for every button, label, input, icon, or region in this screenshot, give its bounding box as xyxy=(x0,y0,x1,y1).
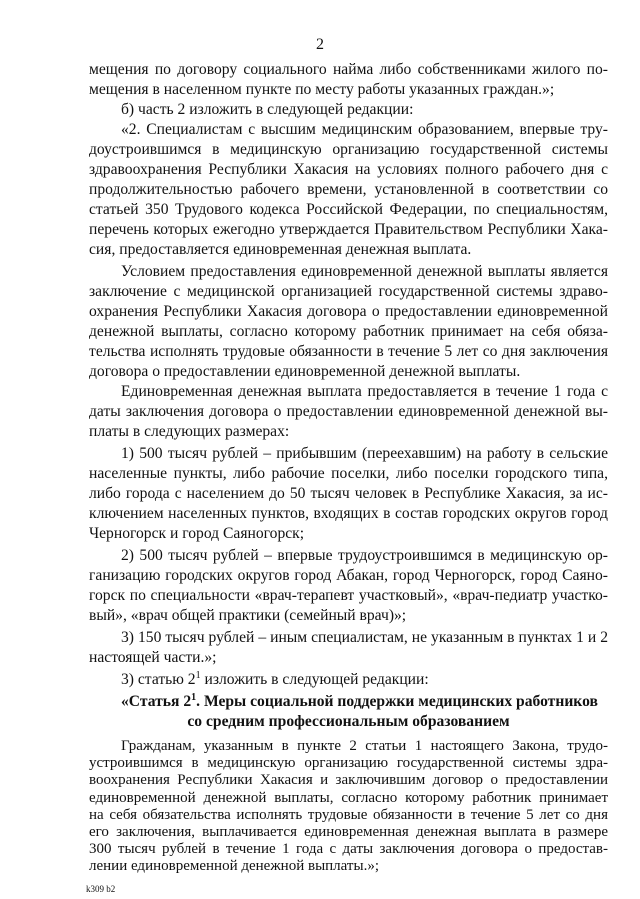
text-line: сия, предоставляется единовременная денежная выплата. xyxy=(89,241,472,258)
text-line: охранения Республики Хакасия договора о предоставлении единовременной xyxy=(89,303,608,320)
text-line: продолжительностью рабочего времени, установленной в соответствии со xyxy=(89,181,608,198)
text-line: 300 тысяч рублей в течение 1 года с даты заключения договора о предостав- xyxy=(89,841,608,858)
text-line: 3) 150 тысяч рублей – иным специалистам, не указанным в пунктах 1 и 2 xyxy=(121,629,608,646)
text-line: Единовременная денежная выплата предоставляется в течение 1 года с xyxy=(121,383,608,400)
text-line: доустроившимся в медицинскую организацию государственной системы xyxy=(89,141,608,158)
text-line: статьей 350 Трудового кодекса Российской Федерации, по специальностям, xyxy=(89,201,608,218)
text-line: «2. Специалистам с высшим медицинским образованием, впервые тру- xyxy=(121,121,608,138)
text-line: б) часть 2 изложить в следующей редакции: xyxy=(121,101,414,118)
text-line: ганизацию городских округов город Абакан, город Черногорск, город Саяно- xyxy=(89,567,608,584)
text-line: Гражданам, указанным в пункте 2 статьи 1 настоящего Закона, трудо- xyxy=(121,738,608,754)
text-fragment: 3) статью 2 xyxy=(121,671,196,688)
text-line: населенные пункты, либо рабочие поселки, либо поселки городского типа, xyxy=(89,465,608,482)
text-line: либо города с населением до 50 тысяч человек в Республике Хакасия, за ис- xyxy=(89,485,608,502)
text-line: 2) 500 тысяч рублей – впервые трудоустроившимся в медицинскую ор- xyxy=(121,547,608,564)
text-line: на себя обязательства исполнять трудовые обязанности в течение 5 лет со дня xyxy=(89,806,608,823)
text-line: мещения по договору социального найма либо собственниками жилого по- xyxy=(89,61,608,78)
text-fragment: изложить в следующей редакции: xyxy=(200,671,429,688)
text-line: мещения в населенном пункте по месту работы указанных граждан.»; xyxy=(89,81,555,98)
text-line: заключение с медицинской организацией государственной системы здраво- xyxy=(89,283,608,300)
page-number: 2 xyxy=(316,36,324,53)
text-line: перечень которых ежегодно утверждается Правительством Республики Хака- xyxy=(89,221,608,238)
superscript: 1 xyxy=(195,669,201,681)
text-line: лении единовременной денежной выплаты.»; xyxy=(89,858,379,875)
article-heading-line-2: со средним профессиональным образованием xyxy=(187,713,510,730)
text-line xyxy=(121,670,608,690)
text-line: единовременной денежной выплаты, согласно которому работник принимает xyxy=(89,789,608,806)
text-line: здравоохранения Республики Хакасия на условиях полного рабочего дня с xyxy=(89,161,608,178)
text-line: денежной выплаты, согласно которому работник принимает на себя обяза- xyxy=(89,323,608,340)
footer-code: k309 b2 xyxy=(86,884,116,894)
superscript: 1 xyxy=(191,691,197,703)
heading-fragment: . Меры социальной поддержки медицинских работников xyxy=(196,693,598,710)
text-line: его заключения, выплачивается единовременная денежная выплата в размере xyxy=(89,824,608,840)
text-line: Черногорск и город Саяногорск; xyxy=(89,525,305,542)
text-line: устроившимся в медицинскую организацию государственной системы здра- xyxy=(89,755,608,772)
text-line: настоящей части.»; xyxy=(89,649,217,666)
text-line: тельства исполнять трудовые обязанности в течение 5 лет со дня заключения xyxy=(89,343,608,360)
text-line: даты заключения договора о предоставлении единовременной денежной вы- xyxy=(89,403,608,420)
text-line: платы в следующих размерах: xyxy=(89,423,290,440)
text-line: воохранения Республики Хакасия и заключившим договор о предоставлении xyxy=(89,772,608,789)
text-line: 1) 500 тысяч рублей – прибывшим (переехавшим) на работу в сельские xyxy=(121,445,608,462)
text-line: ключением населенных пунктов, входящих в состав городских округов город xyxy=(89,505,608,522)
article-heading xyxy=(121,692,608,712)
text-line: договора о предоставлении единовременной денежной выплаты. xyxy=(89,363,521,380)
heading-fragment: «Статья 2 xyxy=(121,693,192,710)
text-line: Условием предоставления единовременной денежной выплаты является xyxy=(121,263,608,280)
text-line: горск по специальности «врач-терапевт участковый», «врач-педиатр участко- xyxy=(89,587,608,604)
text-line: вый», «врач общей практики (семейный врач)»; xyxy=(89,607,407,624)
